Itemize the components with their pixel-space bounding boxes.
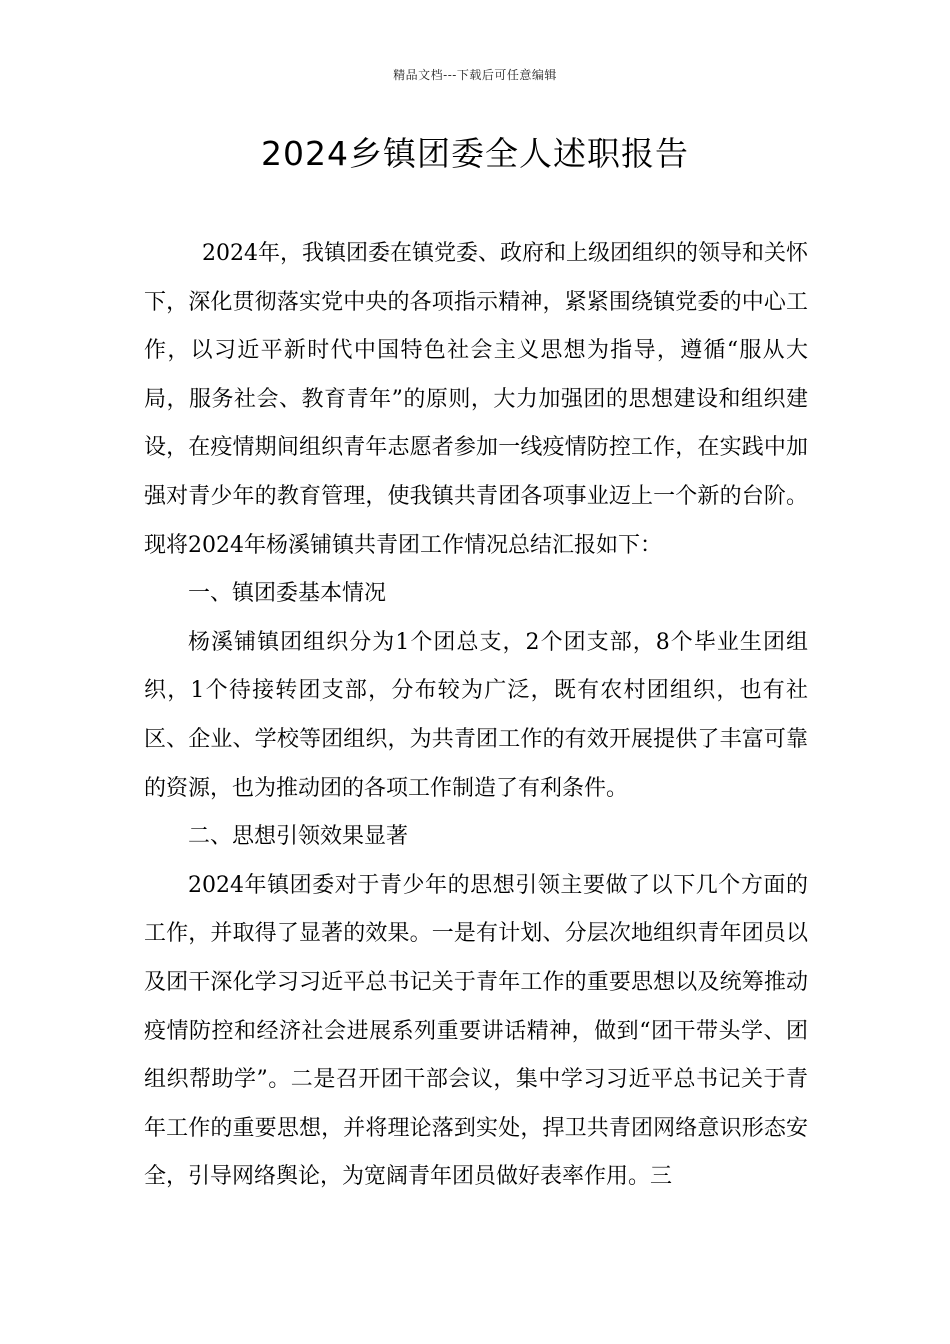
paragraph-basic-info: 杨溪铺镇团组织分为1个团总支，2个团支部，8个毕业生团组织，1个待接转团支部，分布较为广泛，既有农村团组织，也有社区、企业、学校等团组织，为共青团工作的有效开展提供了丰富可靠的资源，也为推动团的各项工作制造了有利条件。 [144, 629, 808, 801]
document-body [144, 230, 808, 1202]
paragraph-ideology: 2024年镇团委对于青少年的思想引领主要做了以下几个方面的工作，并取得了显著的效果。一是有计划、分层次地组织青年团员以及团干深化学习习近平总书记关于青年工作的重要思想以及统筹推动疫情防控和经济社会进展系列重要讲话精神，做到“团干带头学、团组织帮助学”。二是召开团干部会议，集中学习习近平总书记关于青年工作的重要思想，并将理论落到实处，捍卫共青团网络意识形态安全，引导网络舆论，为宽阔青年团员做好表率作用。三 [144, 872, 808, 1190]
section-heading-2: 二、思想引领效果显著 [188, 824, 409, 850]
paragraph-intro: 2024年，我镇团委在镇党委、政府和上级团组织的领导和关怀下，深化贯彻落实党中央的各项指示精神，紧紧围绕镇党委的中心工作，以习近平新时代中国特色社会主义思想为指导，遵循“服从大局，服务社会、教育青年”的原则，大力加强团的思想建设和组织建设，在疫情期间组织青年志愿者参加一线疫情防控工作，在实践中加强对青少年的教育管理，使我镇共青团各项事业迈上一个新的台阶。现将2024年杨溪铺镇共青团工作情况总结汇报如下： [144, 241, 808, 558]
document-title: 2024乡镇团委全人述职报告 [261, 134, 689, 173]
header-note: 精品文档---下载后可任意编辑 [393, 68, 557, 82]
section-heading-1: 一、镇团委基本情况 [188, 581, 387, 607]
